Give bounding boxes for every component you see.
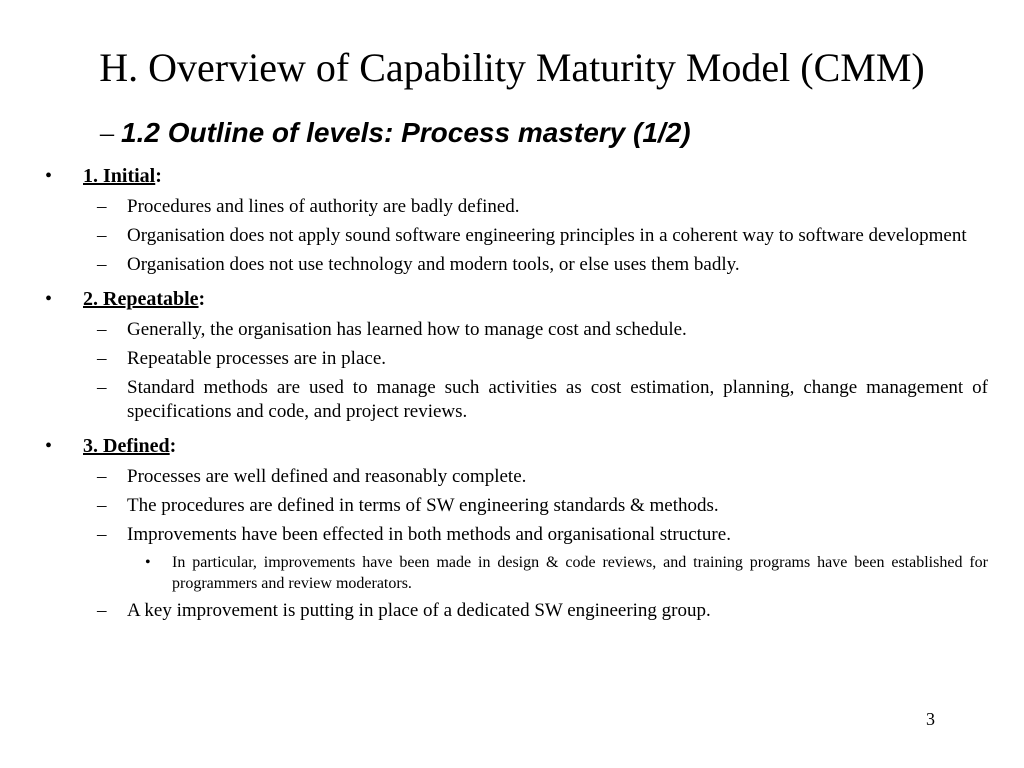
- slide-title: H. Overview of Capability Maturity Model (CMM): [99, 45, 925, 90]
- list-item: [45, 253, 988, 277]
- level-colon: :: [198, 288, 206, 310]
- bullet-icon: •: [45, 288, 53, 310]
- slide-subtitle: [100, 114, 691, 153]
- dash-marker: –: [97, 377, 107, 398]
- list-item-text: Improvements have been effected in both methods and organisational structure.: [127, 524, 731, 545]
- list-item-text: A key improvement is putting in place of a dedicated SW engineering group.: [127, 600, 711, 621]
- level-initial: [45, 162, 988, 190]
- list-item: [45, 523, 988, 547]
- level-heading: 3. Defined: [83, 435, 170, 457]
- level-defined: [45, 432, 988, 460]
- dash-marker: –: [97, 225, 107, 246]
- nested-list-item-text: In particular, improvements have been made in design & code reviews, and training programs have been established for programmers and review moderators.: [172, 554, 988, 592]
- list-item-text: Generally, the organisation has learned how to manage cost and schedule.: [127, 319, 687, 340]
- dash-marker: –: [97, 466, 107, 487]
- list-item: [45, 376, 988, 424]
- dash-marker: –: [97, 600, 107, 621]
- small-bullet-icon: •: [145, 554, 151, 571]
- list-item-text: Processes are well defined and reasonably complete.: [127, 466, 527, 487]
- list-item: [45, 318, 988, 342]
- list-item-text: Procedures and lines of authority are badly defined.: [127, 196, 520, 217]
- level-colon: :: [155, 165, 162, 187]
- list-item: [45, 465, 988, 489]
- list-item: [45, 494, 988, 518]
- dash-marker: –: [97, 348, 107, 369]
- list-item: [45, 224, 988, 248]
- dash-marker: –: [97, 524, 107, 545]
- level-repeatable: [45, 285, 988, 313]
- list-item-text: Organisation does not apply sound software engineering principles in a coherent way to software development: [127, 225, 967, 246]
- dash-marker: –: [97, 254, 107, 275]
- list-item-text: Standard methods are used to manage such activities as cost estimation, planning, change management of specifications and code, and project reviews.: [127, 377, 988, 422]
- page-number: 3: [926, 709, 935, 729]
- level-colon: :: [169, 435, 177, 457]
- list-item: [45, 347, 988, 371]
- list-item-text: Organisation does not use technology and modern tools, or else uses them badly.: [127, 254, 740, 275]
- list-item-text: The procedures are defined in terms of SW engineering standards & methods.: [127, 495, 719, 516]
- level-heading: 1. Initial: [83, 165, 156, 187]
- dash-marker: –: [97, 196, 107, 217]
- dash-marker: –: [97, 319, 107, 340]
- slide-body: [45, 160, 988, 623]
- bullet-icon: •: [45, 435, 53, 457]
- list-item: [45, 195, 988, 219]
- subtitle-dash: –: [100, 118, 114, 149]
- dash-marker: –: [97, 495, 107, 516]
- list-item: [45, 599, 988, 623]
- bullet-icon: •: [45, 165, 53, 187]
- nested-list-item: [45, 552, 988, 594]
- subtitle-text: 1.2 Outline of levels: Process mastery (1/2): [121, 117, 691, 148]
- list-item-text: Repeatable processes are in place.: [127, 348, 387, 369]
- level-heading: 2. Repeatable: [83, 288, 199, 310]
